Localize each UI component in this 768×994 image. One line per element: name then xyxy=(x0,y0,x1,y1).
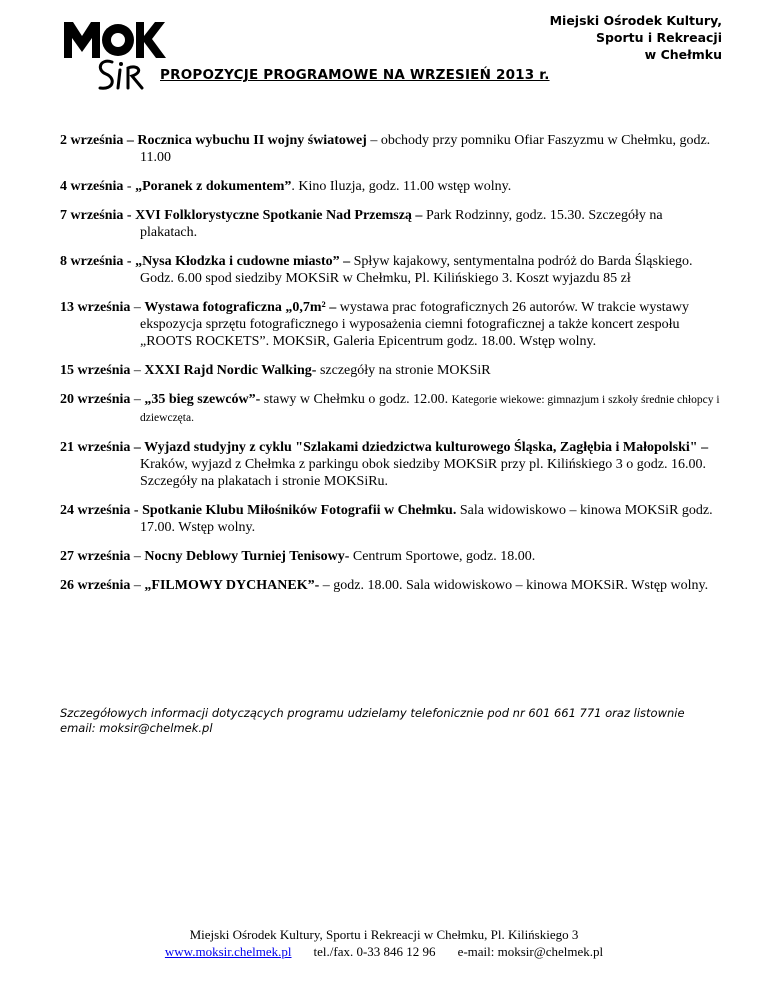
event-separator: - xyxy=(123,208,136,223)
event-date: 7 września xyxy=(60,208,124,223)
moksir-logo xyxy=(62,14,172,96)
event-description: Park Rodzinny, godz. 15.30. Szczegóły na plakatach. xyxy=(140,208,663,240)
event-separator: – xyxy=(130,549,145,564)
event-date: 15 września xyxy=(60,363,131,378)
event-description: szczegóły na stronie MOKSiR xyxy=(316,363,491,378)
event-description: . Kino Iluzja, godz. 11.00 wstęp wolny. xyxy=(291,179,512,194)
event-separator: - xyxy=(130,503,143,518)
event-separator: - xyxy=(123,254,136,269)
event-separator: – xyxy=(130,363,145,378)
event-item xyxy=(60,439,720,490)
contact-note: Szczegółowych informacji dotyczących programu udzielamy telefonicznie pod nr 601 661 771 oraz listownie email: moksir@chelmek.pl xyxy=(60,706,685,735)
event-date: 20 września xyxy=(60,392,131,407)
event-title: „FILMOWY DYCHANEK”- xyxy=(144,578,320,593)
event-item xyxy=(60,207,720,241)
footer-email: e-mail: moksir@chelmek.pl xyxy=(457,944,604,959)
event-item xyxy=(60,132,720,166)
event-description: Sala widowiskowo – kinowa MOKSiR godz. 17.00. Wstęp wolny. xyxy=(140,503,713,535)
event-description: Spływ kajakowy, sentymentalna podróż do Barda Śląskiego. Godz. 6.00 spod siedziby MOKSiR w Chełmku, Pl. Kilińskiego 3. Koszt wyjazdu 85 zł xyxy=(140,254,693,286)
page-footer xyxy=(0,926,768,960)
event-date: 4 września xyxy=(60,179,124,194)
event-item xyxy=(60,178,720,195)
event-description: wystawa prac fotograficznych 26 autorów. W trakcie wystawy ekspozycja sprzętu fotograficznego i wyposażenia ciemni fotograficznej a także koncert zespołu „ROOTS ROCKETS”. MOKSiR, Galeria Epicentrum godz. 18.00. Wstęp wolny. xyxy=(140,300,689,349)
event-item xyxy=(60,502,720,536)
event-separator: – xyxy=(130,440,145,455)
event-separator: – xyxy=(130,300,145,315)
footer-phone: tel./fax. 0-33 846 12 96 xyxy=(313,944,436,959)
event-date: 27 września xyxy=(60,549,131,564)
event-item xyxy=(60,548,720,565)
event-description: Centrum Sportowe, godz. 18.00. xyxy=(349,549,536,564)
event-separator: - xyxy=(123,179,136,194)
event-description: – obchody przy pomniku Ofiar Faszyzmu w Chełmku, godz. 11.00 xyxy=(140,133,711,165)
event-title: Rocznica wybuchu II wojny światowej xyxy=(137,133,367,148)
event-separator: – xyxy=(130,578,145,593)
event-description: stawy w Chełmku o godz. 12.00. xyxy=(260,392,452,407)
event-title: Wystawa fotograficzna „0,7m² – xyxy=(144,300,337,315)
event-title: XVI Folklorystyczne Spotkanie Nad Przemszą – xyxy=(135,208,423,223)
event-title: „35 bieg szewców”- xyxy=(144,392,261,407)
event-date: 24 września xyxy=(60,503,131,518)
event-title: XXXI Rajd Nordic Walking- xyxy=(144,363,317,378)
event-list xyxy=(60,132,720,606)
event-title: Nocny Deblowy Turniej Tenisowy- xyxy=(144,549,350,564)
event-date: 26 września xyxy=(60,578,131,593)
org-name-line-1: Miejski Ośrodek Kultury, xyxy=(549,13,722,28)
event-separator: – xyxy=(123,133,138,148)
event-description: – godz. 18.00. Sala widowiskowo – kinowa MOKSiR. Wstęp wolny. xyxy=(319,578,709,593)
event-item xyxy=(60,391,720,427)
event-date: 8 września xyxy=(60,254,124,269)
document-title: PROPOZYCJE PROGRAMOWE NA WRZESIEŃ 2013 r. xyxy=(160,67,550,83)
event-item xyxy=(60,253,720,287)
event-date: 13 września xyxy=(60,300,131,315)
organization-header xyxy=(550,12,722,63)
event-separator: – xyxy=(130,392,145,407)
event-title: Wyjazd studyjny z cyklu "Szlakami dziedzictwa kulturowego Śląska, Zagłębia i Małopolski" – xyxy=(144,440,709,455)
website-link[interactable]: www.moksir.chelmek.pl xyxy=(164,944,292,959)
footer-contacts xyxy=(0,943,768,960)
event-item xyxy=(60,577,720,594)
event-date: 21 września xyxy=(60,440,131,455)
org-name-line-3: w Chełmku xyxy=(644,47,722,62)
event-title: „Poranek z dokumentem” xyxy=(135,179,292,194)
event-date: 2 września xyxy=(60,133,124,148)
event-item xyxy=(60,299,720,350)
footer-address: Miejski Ośrodek Kultury, Sportu i Rekreacji w Chełmku, Pl. Kilińskiego 3 xyxy=(189,927,579,942)
event-title: Spotkanie Klubu Miłośników Fotografii w Chełmku. xyxy=(142,503,457,518)
event-age-categories: Kategorie wiekowe: gimnazjum i szkoły średnie chłopcy i dziewczęta. xyxy=(140,394,720,424)
event-title: „Nysa Kłodzka i cudowne miasto” – xyxy=(135,254,351,269)
event-item xyxy=(60,362,720,379)
event-description: Kraków, wyjazd z Chełmka z parkingu obok siedziby MOKSiR przy pl. Kilińskiego 3 o godz. 16.00. Szczegóły na plakatach i stronie MOKSiRu. xyxy=(140,457,707,489)
org-name-line-2: Sportu i Rekreacji xyxy=(595,30,722,45)
